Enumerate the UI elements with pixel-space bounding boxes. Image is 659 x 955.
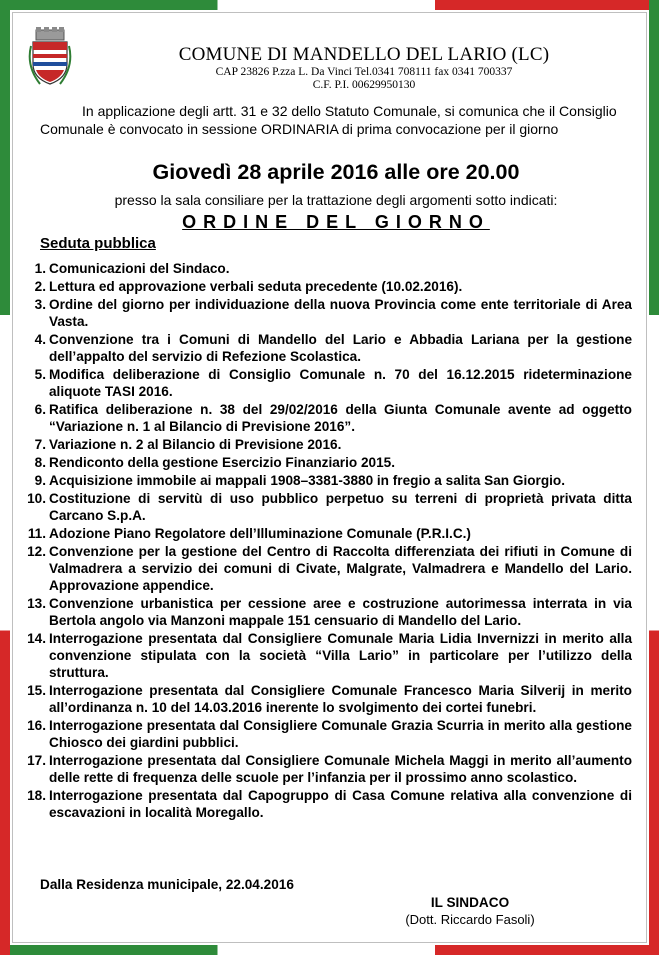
agenda-item-number: 12.	[27, 544, 46, 559]
agenda-item-text: Rendiconto della gestione Esercizio Finanziario 2015.	[49, 455, 395, 470]
agenda-item-text: Comunicazioni del Sindaco.	[49, 261, 230, 276]
intro-text: In applicazione degli artt. 31 e 32 dello Statuto Comunale, si comunica che il Consiglio Comunale è convocato in sessione ORDINARIA di prima convocazione per il giorno	[40, 103, 617, 137]
agenda-item-text: Costituzione di servitù di uso pubblico perpetuo su terreni di proprietà privata ditta Carcano S.p.A.	[49, 491, 632, 523]
agenda-item	[20, 331, 632, 365]
agenda-item-text: Interrogazione presentata dal Consigliere Comunale Grazia Scurria in merito alla gestione Chiosco dei giardini pubblici.	[49, 718, 632, 750]
municipality-address: CAP 23826 P.zza L. Da Vinci Tel.0341 708111 fax 0341 700337	[215, 66, 513, 78]
agenda-item	[20, 436, 632, 453]
agenda-item	[20, 296, 632, 330]
agenda-item-number: 13.	[27, 596, 46, 611]
agenda-item-text: Convenzione urbanistica per cessione aree e costruzione autorimessa interrata in via Bertola angolo via Manzoni mappale 151 censuario di Mandello del Lario.	[49, 596, 632, 628]
agenda-item	[20, 543, 632, 594]
border-left-band	[0, 0, 10, 955]
agenda-item-text: Interrogazione presentata dal Consigliere Comunale Maria Lidia Invernizzi in merito alla convenzione stipulata con la società “Villa Lario” in particolare per l’utilizzo della struttura.	[49, 631, 632, 680]
agenda-item-text: Adozione Piano Regolatore dell’Illuminazione Comunale (P.R.I.C.)	[49, 526, 471, 541]
agenda-item-number: 6.	[34, 402, 46, 417]
border-right-band	[649, 0, 659, 955]
agenda-item-text: Ordine del giorno per individuazione della nuova Provincia come ente territoriale di Area Vasta.	[49, 297, 632, 329]
agenda-item	[20, 472, 632, 489]
municipality-title: COMUNE DI MANDELLO DEL LARIO (LC)	[178, 44, 550, 65]
agenda-item-text: Interrogazione presentata dal Capogruppo di Casa Comune relativa alla convenzione di escavazioni in località Moregallo.	[49, 788, 632, 820]
agenda-item	[20, 787, 632, 821]
agenda-item	[20, 278, 632, 295]
agenda-item-number: 2.	[34, 279, 46, 294]
municipality-tax-code: C.F. P.I. 00629950130	[312, 79, 416, 91]
agenda-item	[20, 401, 632, 435]
agenda-item	[20, 682, 632, 716]
mayor-label: IL SINDACO	[430, 895, 510, 910]
agenda-item-number: 10.	[27, 491, 46, 506]
session-type: Seduta pubblica	[40, 235, 156, 252]
agenda-item-text: Ratifica deliberazione n. 38 del 29/02/2016 della Giunta Comunale avente ad oggetto “Variazione n. 1 al Bilancio di Previsione 2016”.	[49, 402, 632, 434]
agenda-item-number: 5.	[34, 367, 46, 382]
intro-paragraph	[40, 103, 632, 138]
agenda-item-text: Lettura ed approvazione verbali seduta precedente (10.02.2016).	[49, 279, 463, 294]
agenda-item	[20, 454, 632, 471]
agenda-item	[20, 595, 632, 629]
agenda-item-text: Interrogazione presentata dal Consigliere Comunale Francesco Maria Silverij in merito all’ordinanza n. 10 del 14.03.2016 inerente lo svolgimento dei cortei funebri.	[49, 683, 632, 715]
document-header	[84, 44, 644, 92]
agenda-item-text: Convenzione per la gestione del Centro di Raccolta differenziata dei rifiuti in Comune di Valmadrera a servizio dei comuni di Civate, Malgrate, Valmadrera e Mandello del Lario. Approvazione appendice.	[49, 544, 632, 593]
agenda-item-number: 17.	[27, 753, 46, 768]
agenda-item-number: 11.	[27, 526, 46, 541]
agenda-item-number: 4.	[34, 332, 46, 347]
agenda-item-text: Acquisizione immobile ai mappali 1908–3381-3880 in fregio a salita San Giorgio.	[49, 473, 565, 488]
agenda-item-number: 9.	[34, 473, 46, 488]
location-line: presso la sala consiliare per la trattazione degli argomenti sotto indicati:	[114, 192, 558, 208]
municipal-crest-icon	[28, 26, 72, 88]
agenda-item-number: 7.	[34, 437, 46, 452]
border-bottom-band	[0, 945, 659, 955]
agenda-item	[20, 752, 632, 786]
agenda-item-number: 3.	[34, 297, 46, 312]
agenda-item-number: 15.	[27, 683, 46, 698]
agenda-list	[20, 260, 632, 822]
meeting-date: Giovedì 28 aprile 2016 alle ore 20.00	[152, 160, 520, 184]
agenda-item	[20, 525, 632, 542]
agenda-item-text: Modifica deliberazione di Consiglio Comunale n. 70 del 16.12.2015 rideterminazione aliquote TASI 2016.	[49, 367, 632, 399]
agenda-item	[20, 490, 632, 524]
agenda-item	[20, 366, 632, 400]
agenda-item	[20, 717, 632, 751]
agenda-item-number: 1.	[34, 261, 46, 276]
agenda-item	[20, 630, 632, 681]
agenda-item-text: Variazione n. 2 al Bilancio di Previsione 2016.	[49, 437, 342, 452]
agenda-item-number: 16.	[27, 718, 46, 733]
agenda-item	[20, 260, 632, 277]
agenda-item-number: 14.	[27, 631, 46, 646]
residence-date: Dalla Residenza municipale, 22.04.2016	[40, 877, 294, 892]
agenda-item-text: Interrogazione presentata dal Consigliere Comunale Michela Maggi in merito all’aumento delle rette di frequenza delle scuole per l’infanzia per il prossimo anno scolastico.	[49, 753, 632, 785]
agenda-heading: ORDINE DEL GIORNO	[182, 212, 490, 232]
border-top-band	[0, 0, 659, 10]
agenda-item-number: 18.	[27, 788, 46, 803]
agenda-item-text: Convenzione tra i Comuni di Mandello del Lario e Abbadia Lariana per la gestione dell’appalto del servizio di Refezione Scolastica.	[49, 332, 632, 364]
agenda-item-number: 8.	[34, 455, 46, 470]
mayor-name: (Dott. Riccardo Fasoli)	[405, 912, 535, 927]
